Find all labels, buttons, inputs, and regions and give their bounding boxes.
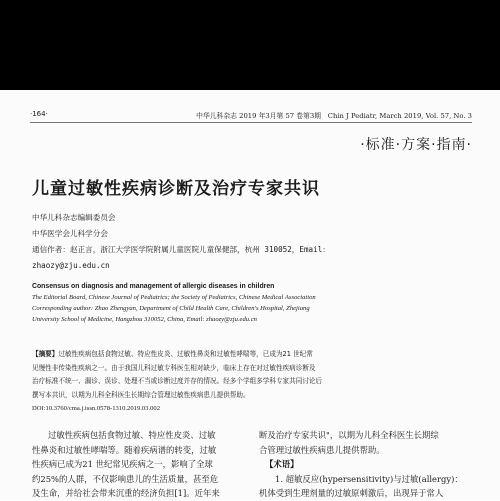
- abstract-line-4: 撰写本共识，以期为儿科全科医生长期综合管理过敏性疾病患儿提供帮助。: [32, 390, 250, 399]
- correspondence-email: zhaozy@zju.edu.cn: [32, 261, 110, 270]
- body-left-line-4: 约25%的人群，不仅影响患儿的生活质量，甚至危: [32, 473, 219, 484]
- abstract-label: 【摘要】: [32, 350, 59, 358]
- english-authors-line-3: University School of Medicine, Hangzhou 310052, China, Email: zhaozy@zju.edu.cn: [32, 316, 257, 323]
- running-header: [30, 108, 472, 123]
- doi: DOI:10.3760/cma.j.issn.0578-1310.2019.03.002: [32, 405, 161, 412]
- body-left-line-1: 过敏性疾病包括食物过敏、特应性皮炎、过敏: [48, 430, 216, 440]
- journal-citation: 中华儿科杂志 2019 年3月第 57 卷第3期 Chin J Pediatr, March 2019, Vol. 57, No. 3: [196, 112, 472, 120]
- author-block: [32, 210, 472, 274]
- abstract-line-2: 见慢性非传染性疾病之一。由于我国儿科过敏专科医生相对缺少，临床上存在对过敏性疾病诊断及: [32, 363, 316, 372]
- body-right-line-3: 1. 超敏反应(hypersensitivity)与过敏(allergy)：: [275, 473, 463, 484]
- section-tag: ·标准·方案·指南·: [360, 137, 472, 153]
- body-right-line-1: 断及治疗专家共识"，以期为儿科全科医生长期综: [259, 430, 439, 440]
- english-authors-line-2: Corresponding author: Zhao Zhengyan, Department of Child Health Care, Children's Hospital, Zhejiang: [32, 305, 310, 312]
- page-number: ·164·: [30, 110, 48, 118]
- body-column-right: [259, 428, 474, 501]
- author-org-2: 中华医学会儿科学分会: [32, 229, 108, 238]
- black-top-band: [0, 0, 500, 90]
- author-org-1: 中华儿科杂志编辑委员会: [32, 213, 116, 222]
- body-right-line-2: 合管理过敏性疾病患儿提供帮助。: [259, 444, 385, 455]
- body-left-line-5: 及生命，并给社会带来沉重的经济负担[1]。近年来: [32, 488, 220, 498]
- body-left-line-3: 性疾病已成为21 世纪常见疾病之一，影响了全球: [32, 459, 213, 469]
- article-title: 儿童过敏性疾病诊断及治疗专家共识: [32, 179, 320, 199]
- english-authors-line-1: The Editorial Board, Chinese Journal of Pediatrics; the Society of Pediatrics, Chinese Medical Association: [32, 294, 316, 301]
- correspondence-line: 通信作者：赵正言，浙江大学医学院附属儿童医院儿童保健部，杭州 310052，Email：: [32, 245, 330, 254]
- english-title: Consensus on diagnosis and management of allergic diseases in children: [32, 283, 275, 290]
- abstract-line-3: 治疗标准不统一、漏诊、误诊、处理不当或诊断过度并存的情况。经多个学组多学科专家共同讨论后: [32, 377, 323, 385]
- abstract-line-1: 过敏性疾病包括食物过敏、特应性皮炎、过敏性鼻炎和过敏性哮喘等，已成为21 世纪常: [58, 350, 313, 358]
- body-column-left: [32, 428, 242, 501]
- terminology-heading: 【术语】: [265, 459, 299, 469]
- body-right-line-4: 机体受到生理剂量的过敏原刺激后，出现异于常人: [259, 488, 444, 498]
- body-left-line-2: 性鼻炎和过敏性哮喘等。随着疾病谱的转变，过敏: [32, 444, 217, 455]
- english-abstract-header: [32, 281, 477, 325]
- abstract: [32, 348, 472, 402]
